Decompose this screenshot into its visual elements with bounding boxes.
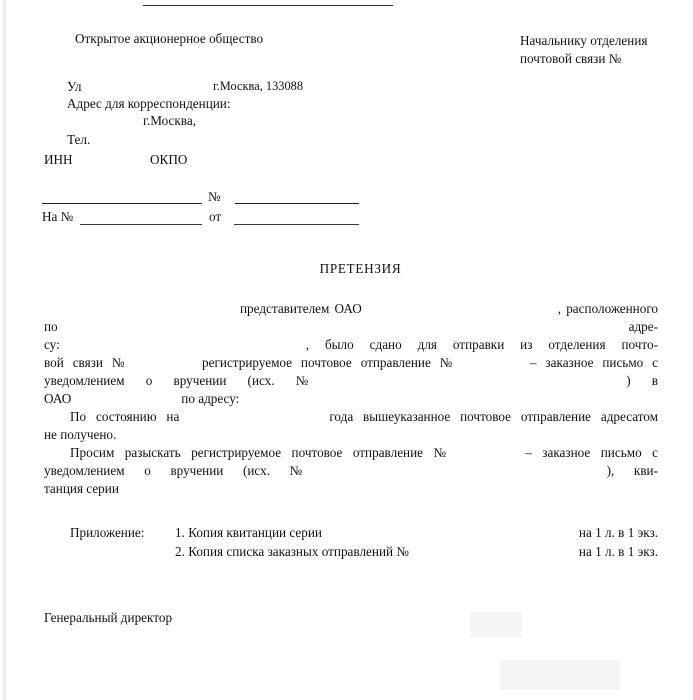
street-label: Ул [67,79,82,94]
attachment-item-quantity: на 1 л. в 1 экз. [578,544,658,559]
in-reply-number-blank-rule [80,224,202,225]
attachment-row [70,526,658,545]
body-p2-line-1-a: По состоянию на [70,408,180,424]
body-p2-line-1-b: года вышеуказанное почтовое отправление адресатом [329,408,658,424]
body-paragraph-1 [44,300,658,408]
scan-speck-artifact [470,612,522,638]
top-horizontal-rule [143,5,393,6]
body-paragraph-2 [44,408,658,444]
date-blank-rule [42,203,202,204]
signature-position: Генеральный директор [44,610,173,625]
addressee-block [520,32,647,68]
body-p3-line-1-a: Просим разыскать регистрируемое почтовое отправление № [70,444,454,460]
inn-label: ИНН [44,152,73,167]
body-p3-line-1 [44,444,658,462]
body-p1-line-2 [44,336,658,354]
body-p1-line-3-b: регистрируемое почтовое отправление № [202,354,458,370]
in-reply-to-label: На № [42,209,74,224]
body-p3-line-3: танция серии [44,480,119,496]
scan-edge-artifact [0,0,7,700]
phone-label: Тел. [67,132,91,147]
scan-speck-artifact [500,660,620,690]
organization-name: Открытое акционерное общество [75,31,264,46]
body-p1-line-1-a: представителем ОАО [240,301,362,316]
body-p1-line-1 [44,300,658,336]
okpo-label: ОКПО [150,152,188,167]
number-symbol: № [208,189,221,204]
body-paragraph-3 [44,444,658,498]
body-p1-line-3-c: – заказное письмо с [529,354,659,370]
correspondence-address-label: Адрес для корреспонденции: [67,96,231,111]
attachment-item-text: 2. Копия списка заказных отправлений № [175,544,409,559]
body-p1-line-4-b: ) в [626,372,658,388]
body-p1-line-5-a: ОАО [44,390,72,406]
from-date-label: от [209,209,222,224]
body-p2-line-1 [44,408,658,426]
document-body [44,300,658,497]
body-p1-line-3 [44,354,658,372]
body-p3-line-1-b: – заказное письмо с [525,444,658,460]
document-title [0,262,693,275]
number-blank-rule [235,203,359,204]
attachment-row [70,545,658,564]
correspondence-city: г.Москва, [143,113,196,128]
body-p1-line-5-b: по адресу: [181,390,240,406]
body-p3-line-2 [44,462,658,480]
addressee-line-2: почтовой связи № [520,51,622,67]
body-p2-line-2: не получено. [44,426,117,442]
attachment-item-text: 1. Копия квитанции серии [175,525,322,540]
body-p1-line-2-a: су: [44,336,60,352]
body-p3-line-2-a: уведомлением о вручении (исх. № [44,462,319,478]
body-p1-line-3-a: вой связи № [44,354,131,370]
city-index: г.Москва, 133088 [213,79,304,93]
incoming-reference-line [42,210,359,226]
addressee-line-1: Начальнику отделения [520,33,648,48]
body-p1-line-1-b: , расположенного по адре- [44,301,659,334]
body-p1-line-4 [44,372,658,390]
body-p3-line-2-b: ), кви- [606,462,658,478]
in-reply-date-blank-rule [234,224,359,225]
body-p1-line-5 [44,390,658,408]
attachments-label: Приложение: [70,525,145,540]
attachments-block [70,526,658,564]
outgoing-reference-line [42,190,359,206]
body-p1-line-4-a: уведомлением о вручении (исх. № [44,372,327,388]
body-p1-line-2-b: , было сдано для отправки из отделения почто- [305,336,658,352]
document-title-text: ПРЕТЕНЗИЯ [319,261,402,276]
attachment-item-quantity: на 1 л. в 1 экз. [578,525,658,540]
